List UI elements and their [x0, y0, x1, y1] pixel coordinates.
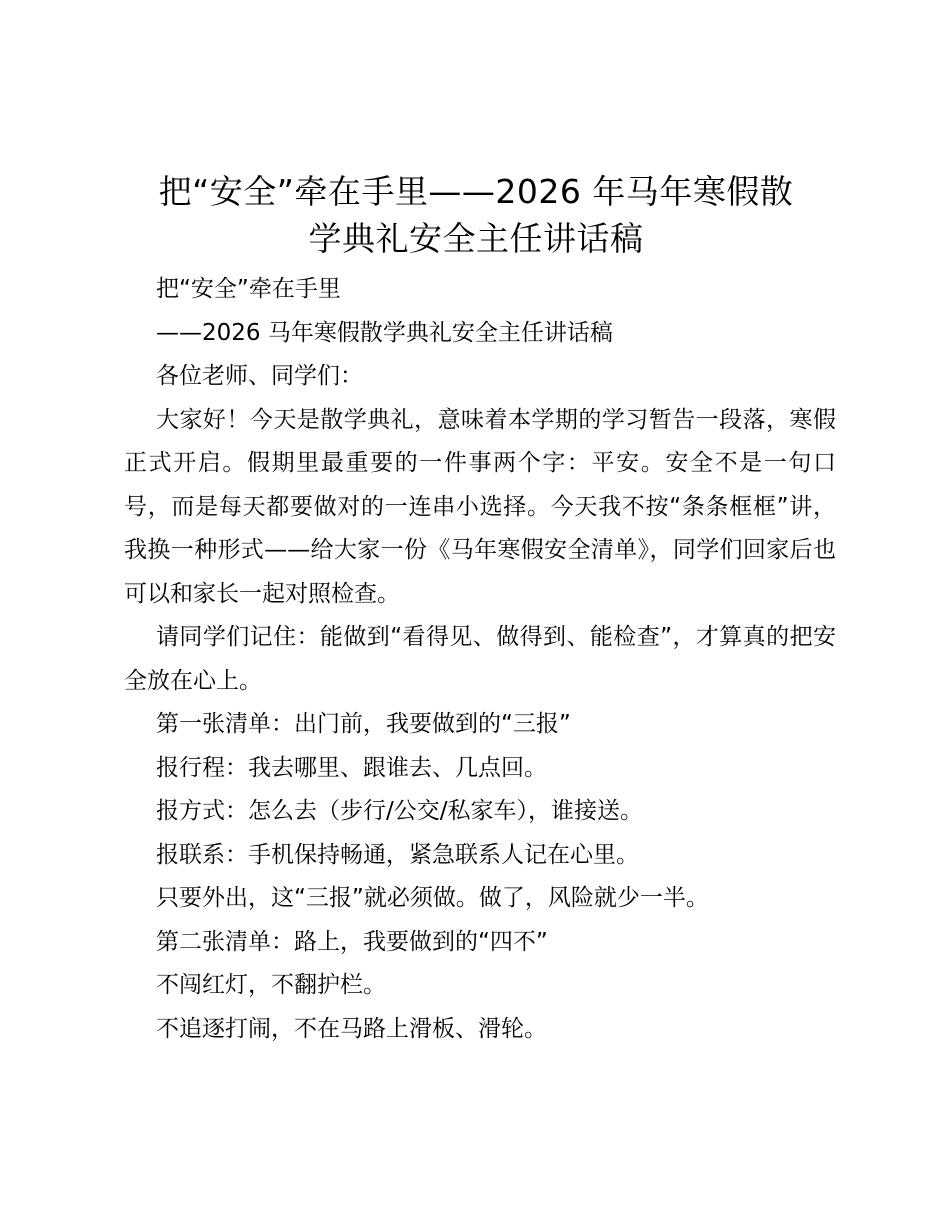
salutation: 各位老师、同学们： [156, 363, 363, 389]
subtitle-speech: ——2026 马年寒假散学典礼安全主任讲话稿 [156, 319, 613, 346]
list-item: 不追逐打闹，不在马路上滑板、滑轮。 [156, 1015, 547, 1042]
list-item: 报行程：我去哪里、跟谁去、几点回。 [156, 754, 547, 781]
paragraph-reminder: 请同学们记住：能做到“看得见、做得到、能检查”，才算真的把安全放在心上。 [124, 624, 836, 694]
subtitle-line: 把“安全”牵在手里 [156, 276, 341, 302]
document-title [120, 168, 832, 262]
list-item: 报联系：手机保持畅通，紧急联系人记在心里。 [156, 841, 639, 868]
title-line-1: 把“安全”牵在手里——2026 年马年寒假散 [158, 172, 794, 211]
document-body [124, 268, 836, 1051]
checklist-heading-1: 第一张清单：出门前，我要做到的“三报” [156, 711, 571, 737]
list-item: 报方式：怎么去（步行/公交/私家车），谁接送。 [156, 798, 643, 824]
title-line-2: 学典礼安全主任讲话稿 [308, 219, 644, 258]
list-item: 不闯红灯，不翻护栏。 [156, 972, 386, 998]
paragraph-intro: 大家好！今天是散学典礼，意味着本学期的学习暂告一段落，寒假正式开启。假期里最重要的一件事两个字：平安。安全不是一句口号，而是每天都要做对的一连串小选择。今天我不按“条条框框”讲，我换一种形式——给大家一份《马年寒假安全清单》，同学们回家后也可以和家长一起对照检查。 [124, 406, 836, 607]
checklist-heading-2: 第二张清单：路上，我要做到的“四不” [156, 928, 548, 955]
paragraph-summary: 只要外出，这“三报”就必须做。做了，风险就少一半。 [156, 885, 709, 911]
